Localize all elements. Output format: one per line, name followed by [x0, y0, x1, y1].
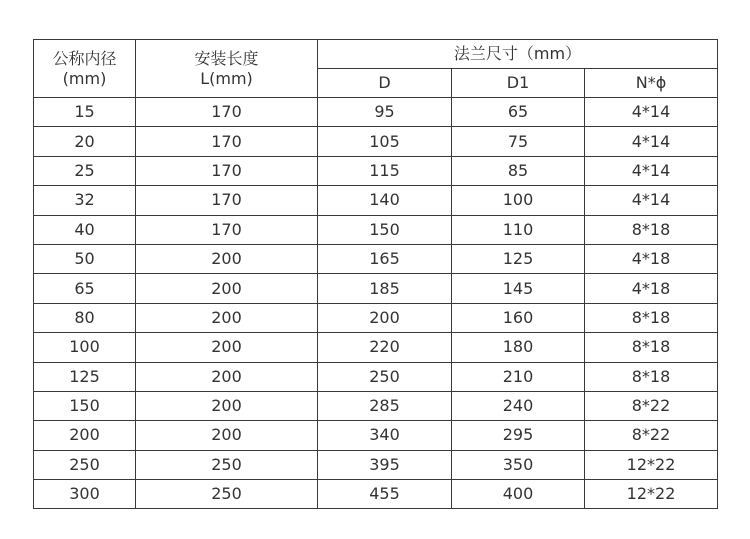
- cell-dn: 32: [34, 186, 136, 215]
- cell-n-phi: 4*18: [585, 274, 718, 303]
- table-row: [34, 215, 718, 244]
- cell-d: 200: [318, 303, 452, 332]
- cell-dn: 200: [34, 421, 136, 450]
- cell-l: 200: [136, 333, 318, 362]
- cell-d1: 295: [452, 421, 585, 450]
- cell-l: 200: [136, 244, 318, 273]
- cell-d1: 125: [452, 244, 585, 273]
- cell-n-phi: 4*14: [585, 127, 718, 156]
- table-row: [34, 362, 718, 391]
- cell-d: 220: [318, 333, 452, 362]
- header-col-d1: D1: [452, 69, 585, 98]
- cell-d1: 180: [452, 333, 585, 362]
- cell-dn: 15: [34, 98, 136, 127]
- table-row: [34, 274, 718, 303]
- cell-d1: 75: [452, 127, 585, 156]
- table-row: [34, 450, 718, 479]
- cell-dn: 100: [34, 333, 136, 362]
- cell-l: 200: [136, 362, 318, 391]
- cell-n-phi: 12*22: [585, 450, 718, 479]
- cell-d: 150: [318, 215, 452, 244]
- cell-dn: 25: [34, 156, 136, 185]
- header-col-d: D: [318, 69, 452, 98]
- cell-d1: 110: [452, 215, 585, 244]
- cell-l: 200: [136, 391, 318, 420]
- cell-d: 340: [318, 421, 452, 450]
- cell-dn: 125: [34, 362, 136, 391]
- cell-n-phi: 8*18: [585, 215, 718, 244]
- header-install-length-unit: L(mm): [200, 68, 253, 88]
- cell-l: 250: [136, 450, 318, 479]
- cell-n-phi: 8*22: [585, 391, 718, 420]
- cell-l: 200: [136, 274, 318, 303]
- cell-n-phi: 8*18: [585, 362, 718, 391]
- header-nominal-diameter: [34, 40, 136, 98]
- table-row: [34, 156, 718, 185]
- cell-dn: 20: [34, 127, 136, 156]
- cell-n-phi: 4*18: [585, 244, 718, 273]
- cell-d1: 145: [452, 274, 585, 303]
- cell-d1: 100: [452, 186, 585, 215]
- table-row: [34, 333, 718, 362]
- table-row: [34, 186, 718, 215]
- cell-l: 200: [136, 421, 318, 450]
- cell-n-phi: 12*22: [585, 480, 718, 509]
- cell-dn: 250: [34, 450, 136, 479]
- cell-d: 95: [318, 98, 452, 127]
- cell-d: 115: [318, 156, 452, 185]
- cell-d: 285: [318, 391, 452, 420]
- header-row-1: [34, 40, 718, 69]
- cell-d: 140: [318, 186, 452, 215]
- cell-n-phi: 4*14: [585, 98, 718, 127]
- cell-d: 165: [318, 244, 452, 273]
- table-row: [34, 303, 718, 332]
- cell-l: 170: [136, 215, 318, 244]
- cell-d1: 400: [452, 480, 585, 509]
- cell-n-phi: 4*14: [585, 186, 718, 215]
- header-col-n-phi: N*ϕ: [585, 69, 718, 98]
- header-flange-size: 法兰尺寸（mm）: [318, 40, 718, 69]
- cell-n-phi: 8*18: [585, 303, 718, 332]
- cell-d: 250: [318, 362, 452, 391]
- cell-dn: 300: [34, 480, 136, 509]
- cell-n-phi: 8*22: [585, 421, 718, 450]
- cell-dn: 80: [34, 303, 136, 332]
- cell-d1: 350: [452, 450, 585, 479]
- cell-dn: 150: [34, 391, 136, 420]
- header-nominal-diameter-label: 公称内径: [52, 48, 117, 68]
- cell-l: 250: [136, 480, 318, 509]
- cell-d1: 210: [452, 362, 585, 391]
- cell-n-phi: 4*14: [585, 156, 718, 185]
- cell-d: 455: [318, 480, 452, 509]
- table-row: [34, 127, 718, 156]
- cell-d: 185: [318, 274, 452, 303]
- cell-d1: 65: [452, 98, 585, 127]
- cell-d: 395: [318, 450, 452, 479]
- cell-dn: 50: [34, 244, 136, 273]
- flange-spec-table: [33, 39, 718, 509]
- table-row: [34, 480, 718, 509]
- table-row: [34, 421, 718, 450]
- header-install-length: [136, 40, 318, 98]
- cell-l: 170: [136, 186, 318, 215]
- header-nominal-diameter-unit: (mm): [62, 68, 107, 88]
- cell-d1: 85: [452, 156, 585, 185]
- header-install-length-label: 安装长度: [194, 48, 259, 68]
- cell-l: 200: [136, 303, 318, 332]
- cell-d1: 240: [452, 391, 585, 420]
- cell-l: 170: [136, 156, 318, 185]
- cell-dn: 40: [34, 215, 136, 244]
- cell-dn: 65: [34, 274, 136, 303]
- cell-d1: 160: [452, 303, 585, 332]
- cell-n-phi: 8*18: [585, 333, 718, 362]
- table-row: [34, 391, 718, 420]
- cell-l: 170: [136, 98, 318, 127]
- table-row: [34, 98, 718, 127]
- cell-d: 105: [318, 127, 452, 156]
- cell-l: 170: [136, 127, 318, 156]
- table-row: [34, 244, 718, 273]
